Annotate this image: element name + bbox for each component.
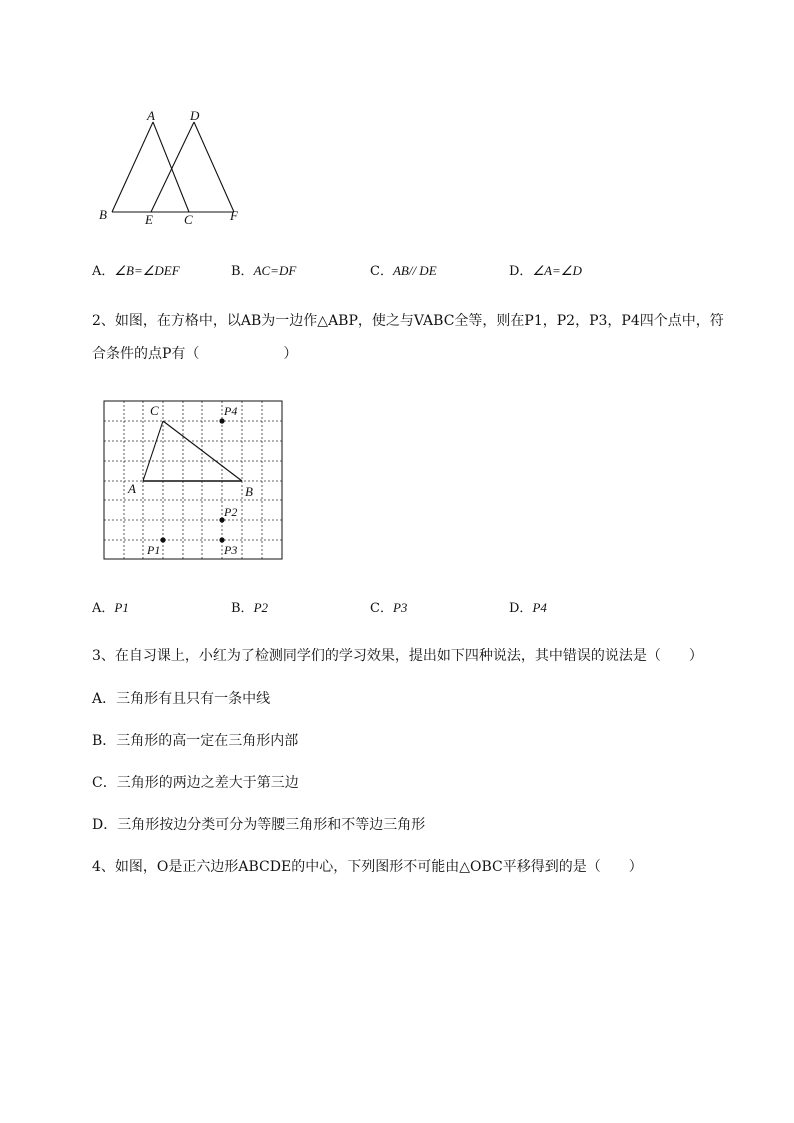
point-p3	[219, 537, 224, 542]
option-key: A．	[92, 601, 115, 616]
segment-ac	[143, 421, 163, 481]
q4-stem: 4、如图，O是正六边形ABCDE的中心，下列图形不可能由△OBC平移得到的是（ ）	[92, 859, 643, 875]
label-p4: P4	[224, 404, 238, 418]
option-key: B．	[231, 601, 254, 616]
q1-option-b[interactable]	[231, 261, 296, 282]
q1-option-a[interactable]	[92, 261, 180, 282]
segment-df	[194, 122, 234, 212]
q2-option-d[interactable]	[509, 598, 547, 619]
q2-option-c[interactable]	[370, 598, 407, 619]
label-p3: P3	[224, 543, 238, 557]
q2-option-b[interactable]	[231, 598, 268, 619]
point-p4	[219, 418, 224, 423]
grid-border	[104, 401, 282, 559]
label-e: E	[145, 212, 153, 227]
label-b: B	[245, 484, 253, 499]
label-c: C	[150, 403, 159, 418]
label-p1: P1	[147, 543, 161, 557]
label-f: F	[230, 208, 238, 223]
segment-ac	[153, 122, 189, 212]
q3-option-c[interactable]: C．三角形的两边之差大于第三边	[92, 775, 299, 791]
label-d: D	[190, 108, 200, 123]
option-key: D．	[509, 601, 533, 616]
label-p2: P2	[224, 505, 238, 519]
label-a: A	[128, 481, 136, 496]
option-key: B．	[231, 264, 254, 279]
q2-stem-line2: 合条件的点P有（ ）	[92, 346, 298, 362]
option-key: C．	[370, 601, 393, 616]
q2-grid-figure	[100, 397, 286, 563]
label-a: A	[147, 108, 155, 123]
q2-stem-line1: 2、如图，在方格中，以AB为一边作△ABP，使之与VABC全等，则在P1，P2，P3，P4四个点中，符	[92, 313, 724, 329]
label-c: C	[184, 212, 193, 227]
segment-ed	[151, 122, 194, 212]
q3-option-b[interactable]: B．三角形的高一定在三角形内部	[92, 733, 299, 749]
point-p1	[160, 537, 165, 542]
option-key: D．	[509, 264, 533, 279]
q3-stem: 3、在自习课上，小红为了检测同学们的学习效果，提出如下四种说法，其中错误的说法是（ ）	[92, 648, 703, 664]
option-text: P2	[253, 600, 269, 615]
q2-option-a[interactable]	[92, 598, 129, 619]
option-key: C．	[370, 264, 393, 279]
q1-option-d[interactable]	[509, 261, 582, 282]
option-key: A．	[92, 264, 115, 279]
option-text: P1	[114, 600, 129, 615]
option-text: AB// DE	[392, 263, 437, 278]
option-text: P4	[532, 600, 547, 615]
q3-option-a[interactable]: A．三角形有且只有一条中线	[92, 691, 271, 707]
q1-triangles-figure	[90, 100, 260, 235]
label-b: B	[99, 207, 107, 222]
q1-option-c[interactable]	[370, 261, 437, 282]
option-text: AC=DF	[253, 263, 297, 278]
segment-ab	[112, 122, 153, 212]
option-text: ∠B=∠DEF	[114, 263, 180, 278]
option-text: P3	[392, 600, 408, 615]
option-text: ∠A=∠D	[532, 263, 582, 278]
segment-cb	[163, 421, 242, 481]
q3-option-d[interactable]: D．三角形按边分类可分为等腰三角形和不等边三角形	[92, 817, 426, 833]
